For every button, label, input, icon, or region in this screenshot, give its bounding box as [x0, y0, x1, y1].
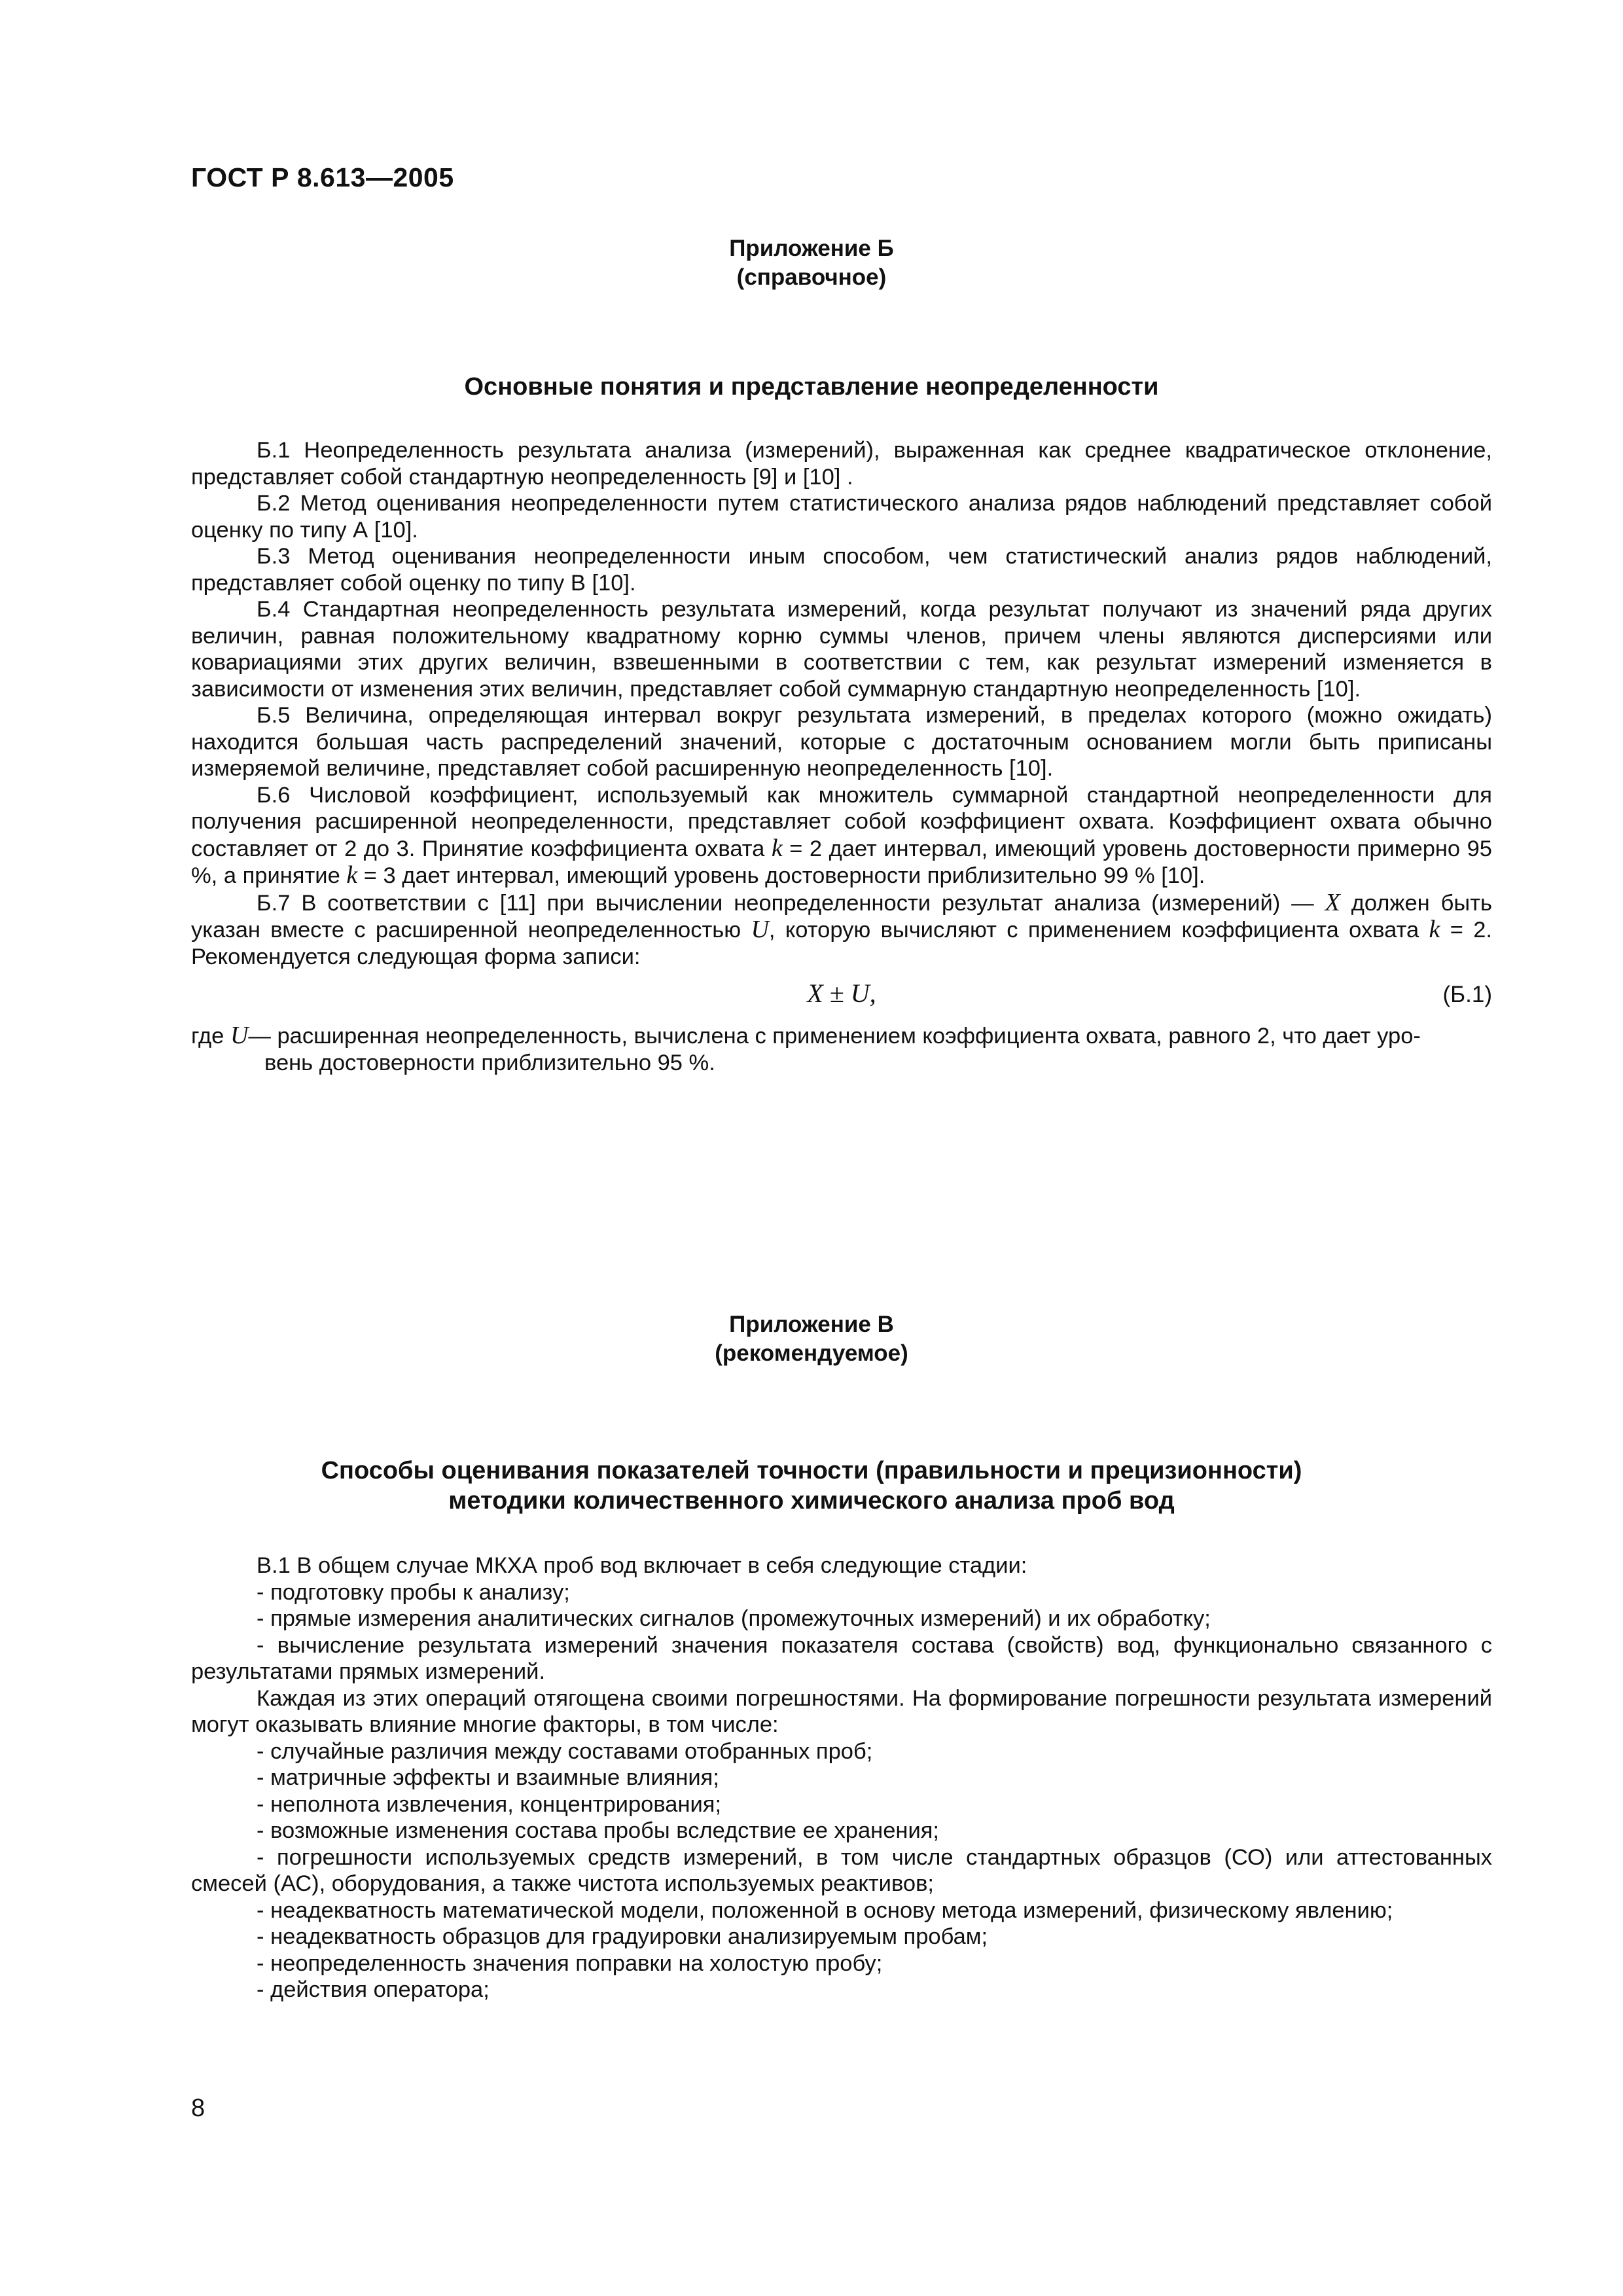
- stage-item: - прямые измерения аналитических сигналов (промежуточных измерений) и их обработку;: [257, 1606, 1211, 1631]
- annex-c-title-line2: методики количественного химического анализа проб вод: [448, 1487, 1175, 1515]
- annex-b-heading: [0, 234, 1623, 292]
- annex-c-heading: [0, 1310, 1623, 1368]
- factor-item: - неопределенность значения поправки на холостую пробу;: [257, 1950, 883, 1976]
- b7-text-c: , которую вычисляют с применением коэффициента охвата: [768, 918, 1429, 942]
- formula-b1: [191, 977, 1492, 1018]
- factor-item: - неполнота извлечения, концентрирования;: [257, 1791, 722, 1817]
- coverage-factor-symbol: k: [1429, 916, 1440, 943]
- uncertainty-symbol: U: [230, 1022, 249, 1049]
- paragraph-c1-intro: В.1 В общем случае МКХА проб вод включает в себя следующие стадии:: [257, 1553, 1027, 1578]
- annex-b-status: (справочное): [736, 264, 887, 290]
- uncertainty-symbol: U: [751, 916, 769, 943]
- annex-b-label: Приложение Б: [729, 236, 894, 261]
- annex-c-status: (рекомендуемое): [715, 1340, 908, 1366]
- paragraph-b6: [191, 782, 1492, 889]
- annex-c-title-line1: Способы оценивания показателей точности (правильности и прецизионности): [321, 1457, 1302, 1484]
- b6-text-b: = 2 дает интервал, имеющий уровень достоверности примерно 95 %, а принятие: [191, 836, 1492, 888]
- paragraph-b4: Б.4 Стандартная неопределенность результата измерений, когда результат получают из значений ряда других величин, равная положительному квадратному корню суммы членов, причем члены являются дисперсиями или ковариациями этих других величин, взвешенными в соответствии с тем, как результат измерений изменяется в зависимости от изменения этих величин, представляет собой суммарную стандартную неопределенность [10].: [191, 597, 1492, 702]
- factor-item: - действия оператора;: [257, 1977, 490, 2002]
- factors-intro: Каждая из этих операций отягощена своими погрешностями. На формирование погрешности результата измерений могут оказывать влияние многие факторы, в том числе:: [191, 1685, 1492, 1737]
- formula-number: (Б.1): [1442, 982, 1492, 1007]
- where-text: — расширенная неопределенность, вычислена с применением коэффициента охвата, равного 2, что дает уро-: [248, 1024, 1421, 1049]
- paragraph-b7: [191, 889, 1492, 971]
- b6-text-a: Б.6 Числовой коэффициент, используемый как множитель суммарной стандартной неопределенности для получения расширенной неопределенности, представляет собой коэффициент охвата. Коэффициент охвата обычно составляет от 2 до 3. Принятие коэффициента охвата: [191, 782, 1492, 861]
- where-prefix: где: [191, 1024, 230, 1049]
- result-symbol: X: [1325, 888, 1340, 916]
- paragraph-b5: Б.5 Величина, определяющая интервал вокруг результата измерений, в пределах которого (можно ожидать) находится большая часть распределений значений, которые с достаточным основанием могли быть приписаны измеряемой величине, представляет собой расширенную неопределенность [10].: [191, 703, 1492, 781]
- b6-text-c: = 3 дает интервал, имеющий уровень достоверности приблизительно 99 % [10].: [357, 863, 1205, 888]
- b7-text-b: должен быть указан вместе с расширенной неопределенностью: [191, 890, 1492, 942]
- page-number: 8: [191, 2094, 205, 2122]
- coverage-factor-symbol: k: [346, 861, 358, 889]
- annex-c-body: [191, 1552, 1492, 2003]
- where-continuation: вень достоверности приблизительно 95 %.: [264, 1050, 715, 1075]
- annex-b-body: [191, 437, 1492, 1076]
- factor-item: - возможные изменения состава пробы вследствие ее хранения;: [257, 1818, 939, 1843]
- stage-item: - подготовку пробы к анализу;: [257, 1579, 570, 1605]
- annex-c-label: Приложение В: [729, 1312, 894, 1337]
- paragraph-b2: Б.2 Метод оценивания неопределенности путем статистического анализа рядов наблюдений представляет собой оценку по типу А [10].: [191, 491, 1492, 543]
- factor-item: - неадекватность математической модели, положенной в основу метода измерений, физическому явлению;: [257, 1897, 1393, 1923]
- factor-item: - матричные эффекты и взаимные влияния;: [257, 1765, 719, 1790]
- factor-item: - случайные различия между составами отобранных проб;: [257, 1738, 873, 1764]
- annex-c-title: [0, 1456, 1623, 1516]
- coverage-factor-symbol: k: [771, 834, 783, 862]
- formula-expression: X ± U,: [807, 978, 876, 1008]
- stage-item: - вычисление результата измерений значения показателя состава (свойств) вод, функционально связанного с результатами прямых измерений.: [191, 1632, 1492, 1684]
- paragraph-b1: Б.1 Неопределенность результата анализа (измерений), выраженная как среднее квадратическое отклонение, представляет собой стандартную неопределенность [9] и [10] .: [191, 438, 1492, 490]
- paragraph-b3: Б.3 Метод оценивания неопределенности иным способом, чем статистический анализ рядов наблюдений, представляет собой оценку по типу В [10].: [191, 544, 1492, 596]
- annex-b-title: Основные понятия и представление неопределенности: [464, 373, 1159, 401]
- where-explanation: [191, 1022, 1492, 1050]
- b7-text-d: = 2. Рекомендуется следующая форма записи:: [191, 918, 1492, 969]
- factor-item: - неадекватность образцов для градуировки анализируемым пробам;: [257, 1924, 988, 1949]
- b7-text-a: Б.7 В соответствии с [11] при вычислении неопределенности результат анализа (измерений) —: [257, 890, 1325, 916]
- document-code: ГОСТ Р 8.613—2005: [191, 162, 454, 192]
- factor-item: - погрешности используемых средств измерений, в том числе стандартных образцов (СО) или аттестованных смесей (АС), оборудования, а также чистота используемых реактивов;: [191, 1844, 1492, 1896]
